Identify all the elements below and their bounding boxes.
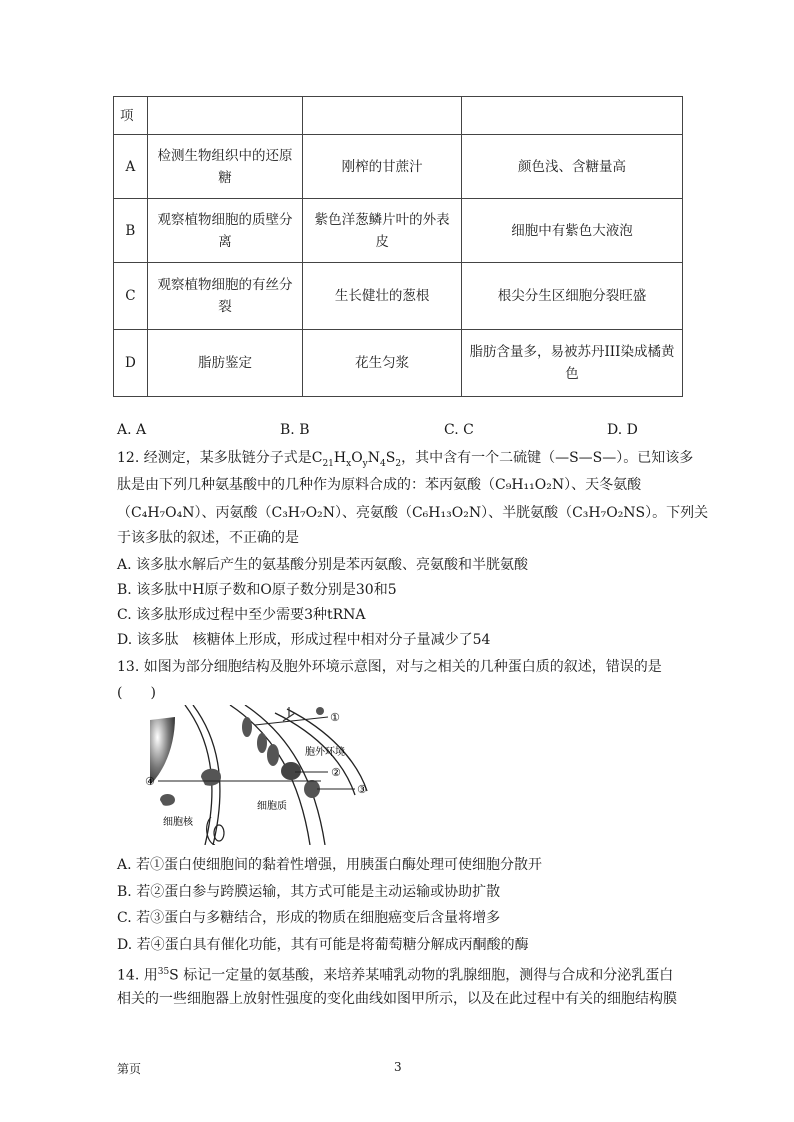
q12-option-c: C. 该多肽形成过程中至少需要3种tRNA [117,607,366,623]
table-cell: 脂肪含量多，易被苏丹III染成橘黄色 [461,330,682,397]
table-cell [461,97,682,135]
row-label: A [114,135,148,199]
figure-label-nucleus: 细胞核 [163,817,193,828]
q12-sub: 21 [322,458,334,469]
molecule-shape [316,707,324,715]
q13-option-b: B. 若②蛋白参与跨膜运输，其方式可能是主动运输或协助扩散 [117,884,501,900]
row-label: 项 [114,97,148,135]
glycoprotein-shape [283,707,295,721]
option-b: B. B [280,422,310,438]
q14-stem-line1 [117,962,673,986]
table-cell: 脂肪鉴定 [147,330,303,397]
q12-sub: x [346,458,352,469]
protein-shape [267,744,279,766]
table-row [114,330,683,397]
table-cell: 花生匀浆 [303,330,462,397]
row-label: C [114,263,148,330]
table-row [114,135,683,199]
q12-text: O [351,450,363,466]
protein-2-shape [281,762,301,780]
row-label: B [114,199,148,263]
q12-stem-line2: 肽是由下列几种氨基酸中的几种作为原料合成的：苯丙氨酸（C₉H₁₁O₂N）、天冬氨酸 [117,477,642,493]
q12-text: S [385,450,396,466]
q12-stem-line4: 于该多肽的叙述，不正确的是 [117,530,299,546]
q12-option-d: D. 该多肽 核糖体上形成，形成过程中相对分子量减少了54 [117,632,491,648]
footer-label: 第页 [117,1062,142,1076]
figure-label-2: ② [331,766,341,779]
table-cell: 刚榨的甘蔗汁 [303,135,462,199]
protein-4-shape [201,769,221,786]
q12-sub: 2 [395,458,402,469]
figure-label-4: ④ [145,775,155,788]
table-cell: 生长健壮的葱根 [303,263,462,330]
option-d: D. D [607,422,638,438]
experiment-table [113,96,683,397]
table-cell: 颜色浅、含糖量高 [461,135,682,199]
q12-stem-line1 [117,448,693,474]
figure-label-cytoplasm: 细胞质 [257,801,287,812]
table-cell: 检测生物组织中的还原糖 [147,135,303,199]
table-cell: 细胞中有紫色大液泡 [461,199,682,263]
table-row [114,263,683,330]
q12-text: H [333,450,347,466]
table-cell: 观察植物细胞的质壁分离 [147,199,303,263]
q13-option-a: A. 若①蛋白使细胞间的黏着性增强，用胰蛋白酶处理可使细胞分散开 [117,857,543,873]
table-cell: 根尖分生区细胞分裂旺盛 [461,263,682,330]
figure-label-3: ③ [357,783,367,796]
figure-label-1: ① [330,711,340,724]
table-cell: 观察植物细胞的有丝分裂 [147,263,303,330]
figure-label-outside: 胞外环境 [305,747,345,758]
q12-sub: y [362,458,368,469]
q14-text: S 标记一定量的氨基酸，来培养某哺乳动物的乳腺细胞，测得与合成和分泌乳蛋白 [169,967,674,984]
q13-stem: 13. 如图为部分细胞结构及胞外环境示意图，对与之相关的几种蛋白质的叙述，错误的是 [117,659,662,675]
protein-shape [257,733,267,753]
q13-paren: ( ) [117,685,156,701]
q12-option-b: B. 该多肽中H原子数和O原子数分别是30和5 [117,582,397,598]
q12-text: ，其中含有一个二硫键（—S—S—）。已知该多 [401,450,694,466]
table-row [114,199,683,263]
table-cell [147,97,303,135]
page-number: 3 [394,1060,402,1074]
row-label: D [114,330,148,397]
table-cell: 紫色洋葱鳞片叶的外表皮 [303,199,462,263]
q14-stem-line2: 相关的一些细胞器上放射性强度的变化曲线如图甲所示，以及在此过程中有关的细胞结构膜 [117,991,677,1007]
table-row [114,97,683,135]
q12-text: 12. 经测定，某多肽链分子式是C [117,450,323,466]
protein-shape [242,717,252,737]
q13-option-c: C. 若③蛋白与多糖结合，形成的物质在细胞癌变后含量将增多 [117,910,501,926]
table-cell [303,97,462,135]
cell-structure-figure [145,705,380,845]
option-c: C. C [444,422,474,438]
q12-text: N [367,450,381,466]
protein-shape [160,794,175,806]
q12-option-a: A. 该多肽水解后产生的氨基酸分别是苯丙氨酸、亮氨酸和半胱氨酸 [117,557,529,573]
q14-text: 14. 用 [117,967,158,984]
q12-stem-line3: （C₄H₇O₄N）、丙氨酸（C₃H₇O₂N）、亮氨酸（C₆H₁₃O₂N）、半胱氨酸（C₃H₇O₂NS）。下列关 [117,505,709,521]
q14-sup: 35 [157,967,170,977]
q12-sub: 4 [380,458,386,469]
option-a: A. A [117,422,147,438]
q13-option-d: D. 若④蛋白具有催化功能，其有可能是将葡萄糖分解成丙酮酸的酶 [117,937,529,953]
